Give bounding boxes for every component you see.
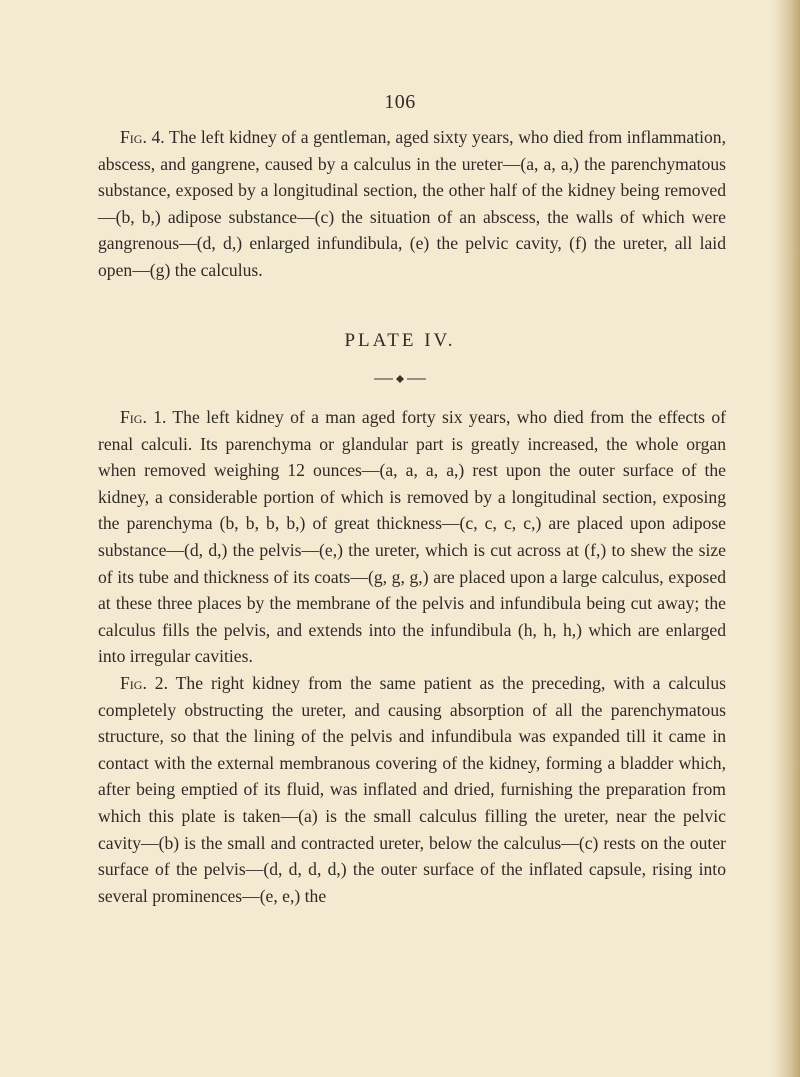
- figure-4-text: The left kidney of a gentleman, aged sixty years, who died from inflammation, abscess, and gangrene, caused by a calculus in the ureter—(a, a, a,) the parenchymatous substance, exposed by a longitudinal section, the other half of the kidney being removed—(b, b,) adipose substance—(c) the situation of an abscess, the walls of which were gangrenous—(d, d,) enlarged infundibula, (e) the pelvic cavity, (f) the ureter, all laid open—(g) the calculus.: [98, 127, 726, 280]
- figure-2-text: The right kidney from the same patient as the preceding, with a calculus completely obstructing the ureter, and causing absorption of all the parenchymatous structure, so that the lining of the pelvis and infundibula was expanded till it came in contact with the external membranous covering of the kidney, forming a bladder which, after being emptied of its fluid, was inflated and dried, furnishing the preparation from which this plate is taken—(a) is the small calculus filling the ureter, near the pelvic cavity—(b) is the small and contracted ureter, below the calculus—(c) rests on the outer surface of the pelvis—(d, d, d, d,) the outer surface of the inflated capsule, rising into several prominences—(e, e,) the: [98, 672, 726, 906]
- figure-1-paragraph: [98, 404, 726, 670]
- figure-4-description: [98, 124, 726, 284]
- figure-2-label: Fig. 2.: [120, 672, 168, 693]
- page-number: 106: [384, 91, 416, 113]
- dash-diamond-dash-ornament-icon: [374, 374, 426, 384]
- figure-4-label: Fig. 4.: [120, 127, 165, 147]
- plate-heading: PLATE IV.: [344, 330, 456, 351]
- figure-2-paragraph: [98, 670, 726, 909]
- figure-1-label: Fig. 1.: [120, 407, 167, 427]
- figure-4-paragraph: [98, 124, 726, 284]
- page-edge-shading: [778, 0, 800, 1077]
- figure-1-text: The left kidney of a man aged forty six years, who died from the effects of renal calculi. Its parenchyma or glandular part is greatly increased, the whole organ when removed weighing 12 ounces—(a, a, a, a,) rest upon the outer surface of the kidney, a considerable portion of which is removed by a longitudinal section, exposing the parenchyma (b, b, b, b,) of great thickness—(c, c, c, c,) are placed upon adipose substance—(d, d,) the pelvis—(e,) the ureter, which is cut across at (f,) to shew the size of its tube and thickness of its coats—(g, g, g,) are placed upon a large calculus, exposed at these three places by the membrane of the pelvis and infundibula being cut away; the calculus fills the pelvis, and extends into the infundibula (h, h, h,) which are enlarged into irregular cavities.: [98, 407, 726, 667]
- plate-4-descriptions: [98, 404, 726, 909]
